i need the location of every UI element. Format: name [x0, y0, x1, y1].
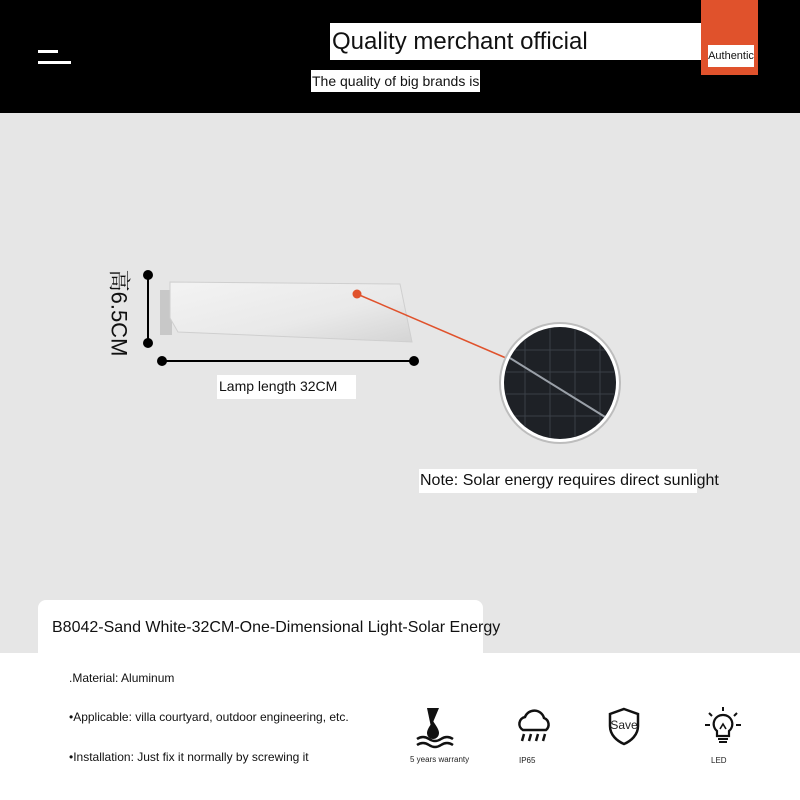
height-label: 高6.5CM	[106, 269, 132, 357]
header-subtitle: The quality of big brands is	[311, 70, 480, 92]
height-dimension	[143, 270, 153, 348]
authentic-badge-label: Authentic	[708, 45, 754, 67]
water-drop-warranty-icon	[413, 705, 457, 749]
rain-cloud-icon	[513, 708, 555, 744]
page-title: Quality merchant official	[330, 23, 750, 60]
length-dimension	[157, 356, 419, 366]
sku-title: B8042-Sand White-32CM-One-Dimensional Light-Solar Energy	[52, 619, 501, 636]
spec-applicable: •Applicable: villa courtyard, outdoor engineering, etc.	[69, 710, 349, 724]
warranty-label: 5 years warranty	[410, 755, 470, 764]
solar-panel-zoom	[500, 320, 620, 443]
spec-installation: •Installation: Just fix it normally by screwing it	[69, 750, 309, 764]
led-label: LED	[711, 756, 727, 765]
light-bulb-icon	[703, 705, 743, 749]
solar-note: Note: Solar energy requires direct sunlight	[419, 469, 697, 493]
save-label: Save	[610, 718, 638, 732]
ip65-label: IP65	[519, 756, 536, 765]
length-label: Lamp length 32CM	[217, 375, 356, 399]
lamp-body	[160, 282, 412, 342]
spec-material: .Material: Aluminum	[69, 671, 175, 685]
